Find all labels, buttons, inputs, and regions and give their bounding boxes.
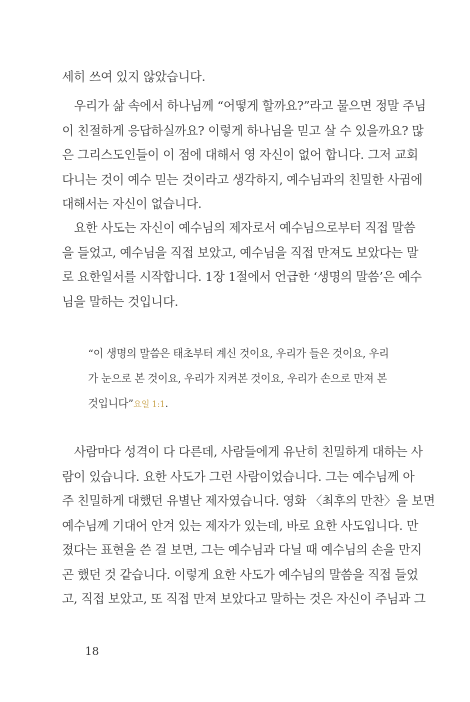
page-number: 18 [85,645,99,658]
text-line: 로 요한일서를 시작합니다. 1장 1절에서 언급한 ‘생명의 말씀’은 예수 [62,270,422,284]
text-line: 예수님께 기대어 안겨 있는 제자가 있는데, 바로 요한 사도입니다. 만 [62,518,419,533]
paragraph-2 [62,94,426,217]
text-line: 다니는 것이 예수 믿는 것이라고 생각하지, 예수님과의 친밀한 사귐에 [62,172,423,187]
text-line: 사람마다 성격이 다 다른데, 사람들에게 유난히 친밀하게 대하는 사 [74,445,423,459]
paragraph-3 [62,216,422,314]
text-line: 졌다는 표현을 쓴 걸 보면, 그는 예수님과 다닐 때 예수님의 손을 만지 [62,543,422,557]
scripture-reference: 요일 1:1 [133,400,165,410]
text-line: 세히 쓰여 있지 않았습니다. [62,70,206,84]
text-line: 이 친절하게 응답하실까요? 이렇게 하나님을 믿고 살 수 있을까요? 많 [62,123,424,138]
text-line: 우리가 삶 속에서 하나님께 “어떻게 할까요?”라고 물으면 정말 주님 [74,99,426,113]
text-line: 고, 직접 보았고, 또 직접 만져 보았다고 말하는 것은 자신이 주님과 그 [62,592,426,606]
paragraph-4 [62,440,435,612]
quote-line: 것입니다”요일 1:1. [88,398,169,410]
text-line: 님을 말하는 것입니다. [62,294,179,309]
scripture-quote [88,342,388,418]
text-line: 곤 했던 것 같습니다. 이렇게 요한 사도가 예수님의 말씀을 직접 들었 [62,567,419,582]
quote-line: 가 눈으로 본 것이요, 우리가 지켜본 것이요, 우리가 손으로 만져 본 [88,373,387,385]
quote-line: “이 생명의 말씀은 태초부터 계신 것이요, 우리가 들은 것이요, 우리 [88,348,389,360]
text-line: 람이 있습니다. 요한 사도가 그런 사람이었습니다. 그는 예수님께 아 [62,469,415,484]
text-line: 을 들었고, 예수님을 직접 보았고, 예수님을 직접 만져도 보았다는 말 [62,245,419,260]
text-line: 요한 사도는 자신이 예수님의 제자로서 예수님으로부터 직접 말씀 [74,221,416,235]
text-line: 대해서는 자신이 없습니다. [62,197,202,211]
text-line: 주 친밀하게 대했던 유별난 제자였습니다. 영화 〈최후의 만찬〉을 보면 [62,494,435,508]
text-line: 은 그리스도인들이 이 점에 대해서 영 자신이 없어 합니다. 그저 교회 [62,148,419,162]
quote-line-text: 것입니다” [88,398,134,410]
paragraph-1 [62,65,404,90]
